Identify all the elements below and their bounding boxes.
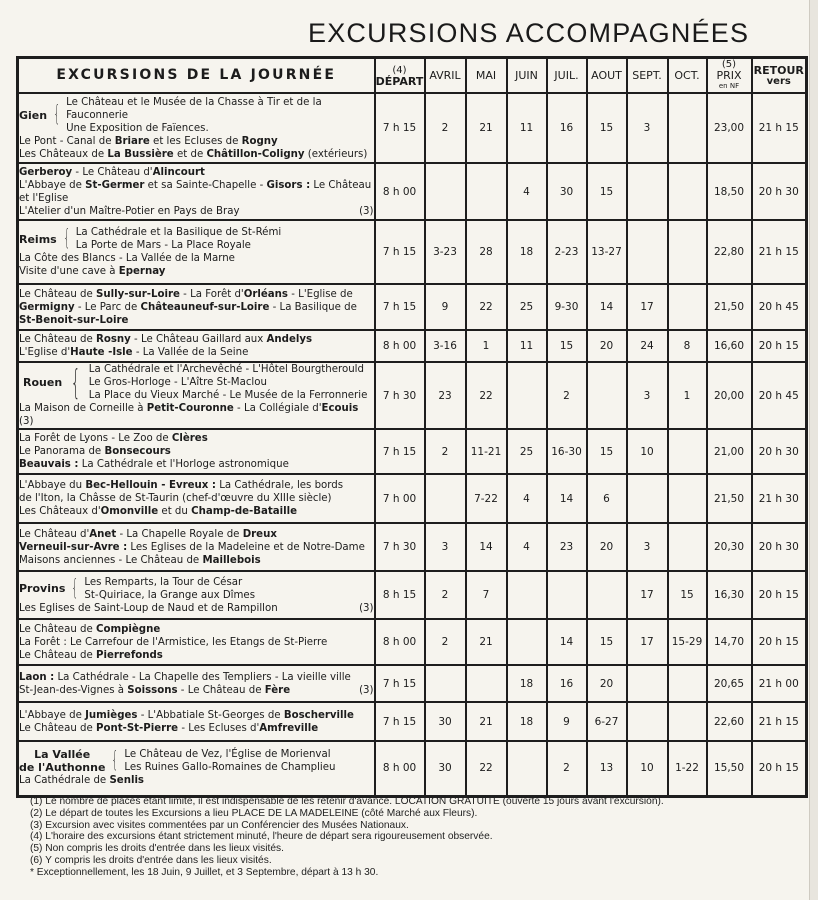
aout-date: 13 (587, 741, 627, 796)
juil-date: 16 (547, 93, 587, 163)
depart-time: 8 h 15 (375, 571, 425, 619)
oct-date (668, 284, 707, 330)
juil-date: 9-30 (547, 284, 587, 330)
aout-date: 20 (587, 330, 627, 362)
mai-date: 1 (466, 330, 507, 362)
juin-date: 11 (507, 330, 547, 362)
depart-time: 7 h 15 (375, 220, 425, 284)
table-row (18, 163, 807, 220)
price: 22,60 (707, 702, 752, 741)
depart-time: 7 h 15 (375, 429, 425, 474)
table-row (18, 665, 807, 702)
price: 21,00 (707, 429, 752, 474)
retour-time: 20 h 15 (752, 619, 807, 665)
depart-time: 7 h 15 (375, 93, 425, 163)
avril-date: 30 (425, 741, 466, 796)
aout-date: 13-27 (587, 220, 627, 284)
juil-date: 14 (547, 474, 587, 523)
table-row (18, 93, 807, 163)
aout-date: 20 (587, 523, 627, 571)
juin-date: 4 (507, 474, 547, 523)
table-row (18, 474, 807, 523)
sept-date (627, 665, 668, 702)
depart-time: 7 h 00 (375, 474, 425, 523)
footnote-ref: (3) (359, 205, 374, 217)
header-juil: JUIL. (547, 58, 587, 94)
footnote-1: (1) Le nombre de places étant limité, il est indispensable de les retenir d'avance. LOCATION GRATUITE (ouverte 15 jours avant l'excursion). (30, 796, 664, 807)
sept-date: 3 (627, 93, 668, 163)
retour-time: 21 h 15 (752, 93, 807, 163)
depart-time: 8 h 00 (375, 741, 425, 796)
retour-time: 21 h 30 (752, 474, 807, 523)
aout-date: 6-27 (587, 702, 627, 741)
aout-date (587, 571, 627, 619)
table-row (18, 571, 807, 619)
header-sept: SEPT. (627, 58, 668, 94)
oct-date: 15-29 (668, 619, 707, 665)
oct-date (668, 474, 707, 523)
depart-time: 8 h 00 (375, 163, 425, 220)
aout-date: 15 (587, 429, 627, 474)
excursion-description: Laon : La Cathédrale - La Chapelle des Templiers - La vieille ville St-Jean-des-Vignes à Soissons - Le Château de Fère (3) (18, 665, 375, 702)
avril-date (425, 474, 466, 523)
retour-time: 20 h 45 (752, 362, 807, 429)
sept-date (627, 474, 668, 523)
header-mai: MAI (466, 58, 507, 94)
price: 23,00 (707, 93, 752, 163)
retour-time: 20 h 30 (752, 163, 807, 220)
mai-date: 21 (466, 702, 507, 741)
page-edge (809, 0, 818, 900)
excursion-description: Le Château d'Anet - La Chapelle Royale de Dreux Verneuil-sur-Avre : Les Eglises de la Madeleine et de Notre-Dame Maisons anciennes - Le Château de Maillebois (18, 523, 375, 571)
aout-date: 6 (587, 474, 627, 523)
avril-date: 9 (425, 284, 466, 330)
avril-date: 23 (425, 362, 466, 429)
depart-time: 7 h 15 (375, 284, 425, 330)
aout-date: 15 (587, 93, 627, 163)
footnote-ref: (3) (359, 684, 374, 696)
retour-time: 21 h 15 (752, 220, 807, 284)
sept-date (627, 702, 668, 741)
oct-date (668, 163, 707, 220)
header-retour: RETOUR vers (752, 58, 807, 94)
juil-date: 2-23 (547, 220, 587, 284)
juin-date (507, 362, 547, 429)
excursion-description: Gerberoy - Le Château d'Alincourt L'Abbaye de St-Germer et sa Sainte-Chapelle - Gisors : Le Château et l'Eglise L'Atelier d'un Maître-Potier en Pays de Bray (3) (18, 163, 375, 220)
footnote-2: (2) Le départ de toutes les Excursions a lieu PLACE DE LA MADELEINE (côté Marché aux Fleurs). (30, 807, 478, 819)
table-row (18, 702, 807, 741)
excursions-table (16, 56, 808, 798)
juin-date: 25 (507, 429, 547, 474)
juil-date (547, 571, 587, 619)
table-row (18, 362, 807, 429)
depart-time: 7 h 30 (375, 523, 425, 571)
excursion-description: Rouen { La Cathédrale et l'Archevêché - L'Hôtel Bourgtherould Le Gros-Horloge - L'Aître St-Maclou La Place du Vieux Marché - Le Musée de la Ferronnerie La Maison de Corneille à Petit-Couronne - La Collégiale d'Ecouis (3) (18, 362, 375, 429)
header-oct: OCT. (668, 58, 707, 94)
juin-date: 4 (507, 163, 547, 220)
header-excursions: EXCURSIONS DE LA JOURNÉE (18, 58, 375, 94)
header-depart: (4) DÉPART (375, 58, 425, 94)
oct-date: 15 (668, 571, 707, 619)
depart-time: 7 h 30 (375, 362, 425, 429)
excursion-description: Provins { Les Remparts, la Tour de César St-Quiriace, la Grange aux Dîmes Les Eglises de Saint-Loup de Naud et de Rampillon (3) (18, 571, 375, 619)
table-row (18, 741, 807, 796)
sept-date (627, 220, 668, 284)
sept-date: 17 (627, 284, 668, 330)
aout-date (587, 362, 627, 429)
oct-date: 1 (668, 362, 707, 429)
juil-date: 14 (547, 619, 587, 665)
avril-date: 2 (425, 619, 466, 665)
sept-date (627, 163, 668, 220)
juin-date: 25 (507, 284, 547, 330)
mai-date: 14 (466, 523, 507, 571)
header-prix: (5) PRIX en NF (707, 58, 752, 94)
aout-date: 14 (587, 284, 627, 330)
aout-date: 15 (587, 619, 627, 665)
excursion-description: Le Château de Compiègne La Forêt : Le Carrefour de l'Armistice, les Etangs de St-Pierre Le Château de Pierrefonds (18, 619, 375, 665)
sept-date: 17 (627, 571, 668, 619)
price: 20,65 (707, 665, 752, 702)
juil-date: 23 (547, 523, 587, 571)
page-title: EXCURSIONS ACCOMPAGNÉES (308, 18, 750, 48)
footnote-6: (6) Y compris les droits d'entrée dans les lieux visités. (30, 854, 272, 866)
retour-time: 21 h 00 (752, 665, 807, 702)
sept-date: 17 (627, 619, 668, 665)
excursion-description: Le Château de Sully-sur-Loire - La Forêt d'Orléans - L'Eglise de Germigny - Le Parc de Châteauneuf-sur-Loire - La Basilique de St-Benoit-sur-Loire (18, 284, 375, 330)
oct-date: 1-22 (668, 741, 707, 796)
sept-date: 3 (627, 523, 668, 571)
avril-date: 2 (425, 93, 466, 163)
aout-date: 15 (587, 163, 627, 220)
price: 16,30 (707, 571, 752, 619)
retour-time: 20 h 15 (752, 741, 807, 796)
juil-date: 15 (547, 330, 587, 362)
price: 18,50 (707, 163, 752, 220)
sept-date: 24 (627, 330, 668, 362)
juil-date: 2 (547, 741, 587, 796)
retour-time: 20 h 30 (752, 523, 807, 571)
avril-date (425, 665, 466, 702)
sept-date: 10 (627, 429, 668, 474)
mai-date (466, 665, 507, 702)
juin-date (507, 619, 547, 665)
header-avril: AVRIL (425, 58, 466, 94)
oct-date (668, 429, 707, 474)
footnote-5: (5) Non compris les droits d'entrée dans les lieux visités. (30, 843, 284, 855)
avril-date: 2 (425, 571, 466, 619)
avril-date: 2 (425, 429, 466, 474)
juil-date: 16 (547, 665, 587, 702)
excursion-description: Le Château de Rosny - Le Château Gaillard aux Andelys L'Eglise d'Haute -Isle - La Vallée de la Seine (18, 330, 375, 362)
mai-date: 28 (466, 220, 507, 284)
oct-date: 8 (668, 330, 707, 362)
retour-time: 20 h 15 (752, 330, 807, 362)
juil-date: 30 (547, 163, 587, 220)
juin-date: 18 (507, 220, 547, 284)
juin-date: 4 (507, 523, 547, 571)
price: 20,30 (707, 523, 752, 571)
excursion-description: La Forêt de Lyons - Le Zoo de Clères Le Panorama de Bonsecours Beauvais : La Cathédrale et l'Horloge astronomique (18, 429, 375, 474)
excursion-description: L'Abbaye du Bec-Hellouin - Evreux : La Cathédrale, les bords de l'Iton, la Châsse de St-Taurin (chef-d'œuvre du XIIIe siècle) Les Châteaux d'Omonville et du Champ-de-Bataille (18, 474, 375, 523)
header-aout: AOUT (587, 58, 627, 94)
depart-time: 8 h 00 (375, 330, 425, 362)
price: 16,60 (707, 330, 752, 362)
mai-date: 7-22 (466, 474, 507, 523)
mai-date: 22 (466, 284, 507, 330)
oct-date (668, 702, 707, 741)
price: 22,80 (707, 220, 752, 284)
excursion-description: Gien { Le Château et le Musée de la Chasse à Tir et de la Fauconnerie Une Exposition de Faïences. Le Pont - Canal de Briare et les Ecluses de Rogny Les Châteaux de La Bussière et de Châtillon-Coligny (extérieurs) (18, 93, 375, 163)
mai-date: 11-21 (466, 429, 507, 474)
table-row (18, 220, 807, 284)
juil-date: 16-30 (547, 429, 587, 474)
mai-date: 7 (466, 571, 507, 619)
depart-time: 7 h 15 (375, 702, 425, 741)
juin-date (507, 741, 547, 796)
table-row (18, 284, 807, 330)
excursion-description: La Vallée de l'Authonne { Le Château de Vez, l'Église de Morienval Les Ruines Gallo-Romaines de Champlieu La Cathédrale de Senlis (18, 741, 375, 796)
avril-date (425, 163, 466, 220)
juin-date: 18 (507, 665, 547, 702)
mai-date (466, 163, 507, 220)
mai-date: 21 (466, 93, 507, 163)
price: 14,70 (707, 619, 752, 665)
sept-date: 10 (627, 741, 668, 796)
avril-date: 3-23 (425, 220, 466, 284)
oct-date (668, 93, 707, 163)
header-juin: JUIN (507, 58, 547, 94)
avril-date: 3-16 (425, 330, 466, 362)
price: 20,00 (707, 362, 752, 429)
footnote-ref: (3) (359, 602, 374, 614)
table-header-row (18, 58, 807, 94)
table-row (18, 619, 807, 665)
price: 15,50 (707, 741, 752, 796)
retour-time: 21 h 15 (752, 702, 807, 741)
excursion-description: Reims { La Cathédrale et la Basilique de St-Rémi La Porte de Mars - La Place Royale La Côte des Blancs - La Vallée de la Marne Visite d'une cave à Epernay (18, 220, 375, 284)
juin-date: 11 (507, 93, 547, 163)
footnote-3: (3) Excursion avec visites commentées par un Conférencier des Musées Nationaux. (30, 819, 409, 831)
juil-date: 2 (547, 362, 587, 429)
depart-time: 7 h 15 (375, 665, 425, 702)
footnotes (30, 796, 664, 879)
avril-date: 30 (425, 702, 466, 741)
footnote-asterisk: * Exceptionnellement, les 18 Juin, 9 Juillet, et 3 Septembre, départ à 13 h 30. (30, 866, 379, 878)
price: 21,50 (707, 474, 752, 523)
oct-date (668, 220, 707, 284)
table-row (18, 330, 807, 362)
table-row (18, 523, 807, 571)
price: 21,50 (707, 284, 752, 330)
retour-time: 20 h 15 (752, 571, 807, 619)
oct-date (668, 665, 707, 702)
depart-time: 8 h 00 (375, 619, 425, 665)
excursion-description: L'Abbaye de Jumièges - L'Abbatiale St-Georges de Boscherville Le Château de Pont-St-Pierre - Les Ecluses d'Amfreville (18, 702, 375, 741)
mai-date: 22 (466, 741, 507, 796)
mai-date: 22 (466, 362, 507, 429)
oct-date (668, 523, 707, 571)
aout-date: 20 (587, 665, 627, 702)
footnote-4: (4) L'horaire des excursions étant strictement minuté, l'heure de départ sera rigoureusement observée. (30, 831, 493, 843)
table-row (18, 429, 807, 474)
retour-time: 20 h 45 (752, 284, 807, 330)
juin-date: 18 (507, 702, 547, 741)
avril-date: 3 (425, 523, 466, 571)
sept-date: 3 (627, 362, 668, 429)
juin-date (507, 571, 547, 619)
retour-time: 20 h 30 (752, 429, 807, 474)
mai-date: 21 (466, 619, 507, 665)
juil-date: 9 (547, 702, 587, 741)
